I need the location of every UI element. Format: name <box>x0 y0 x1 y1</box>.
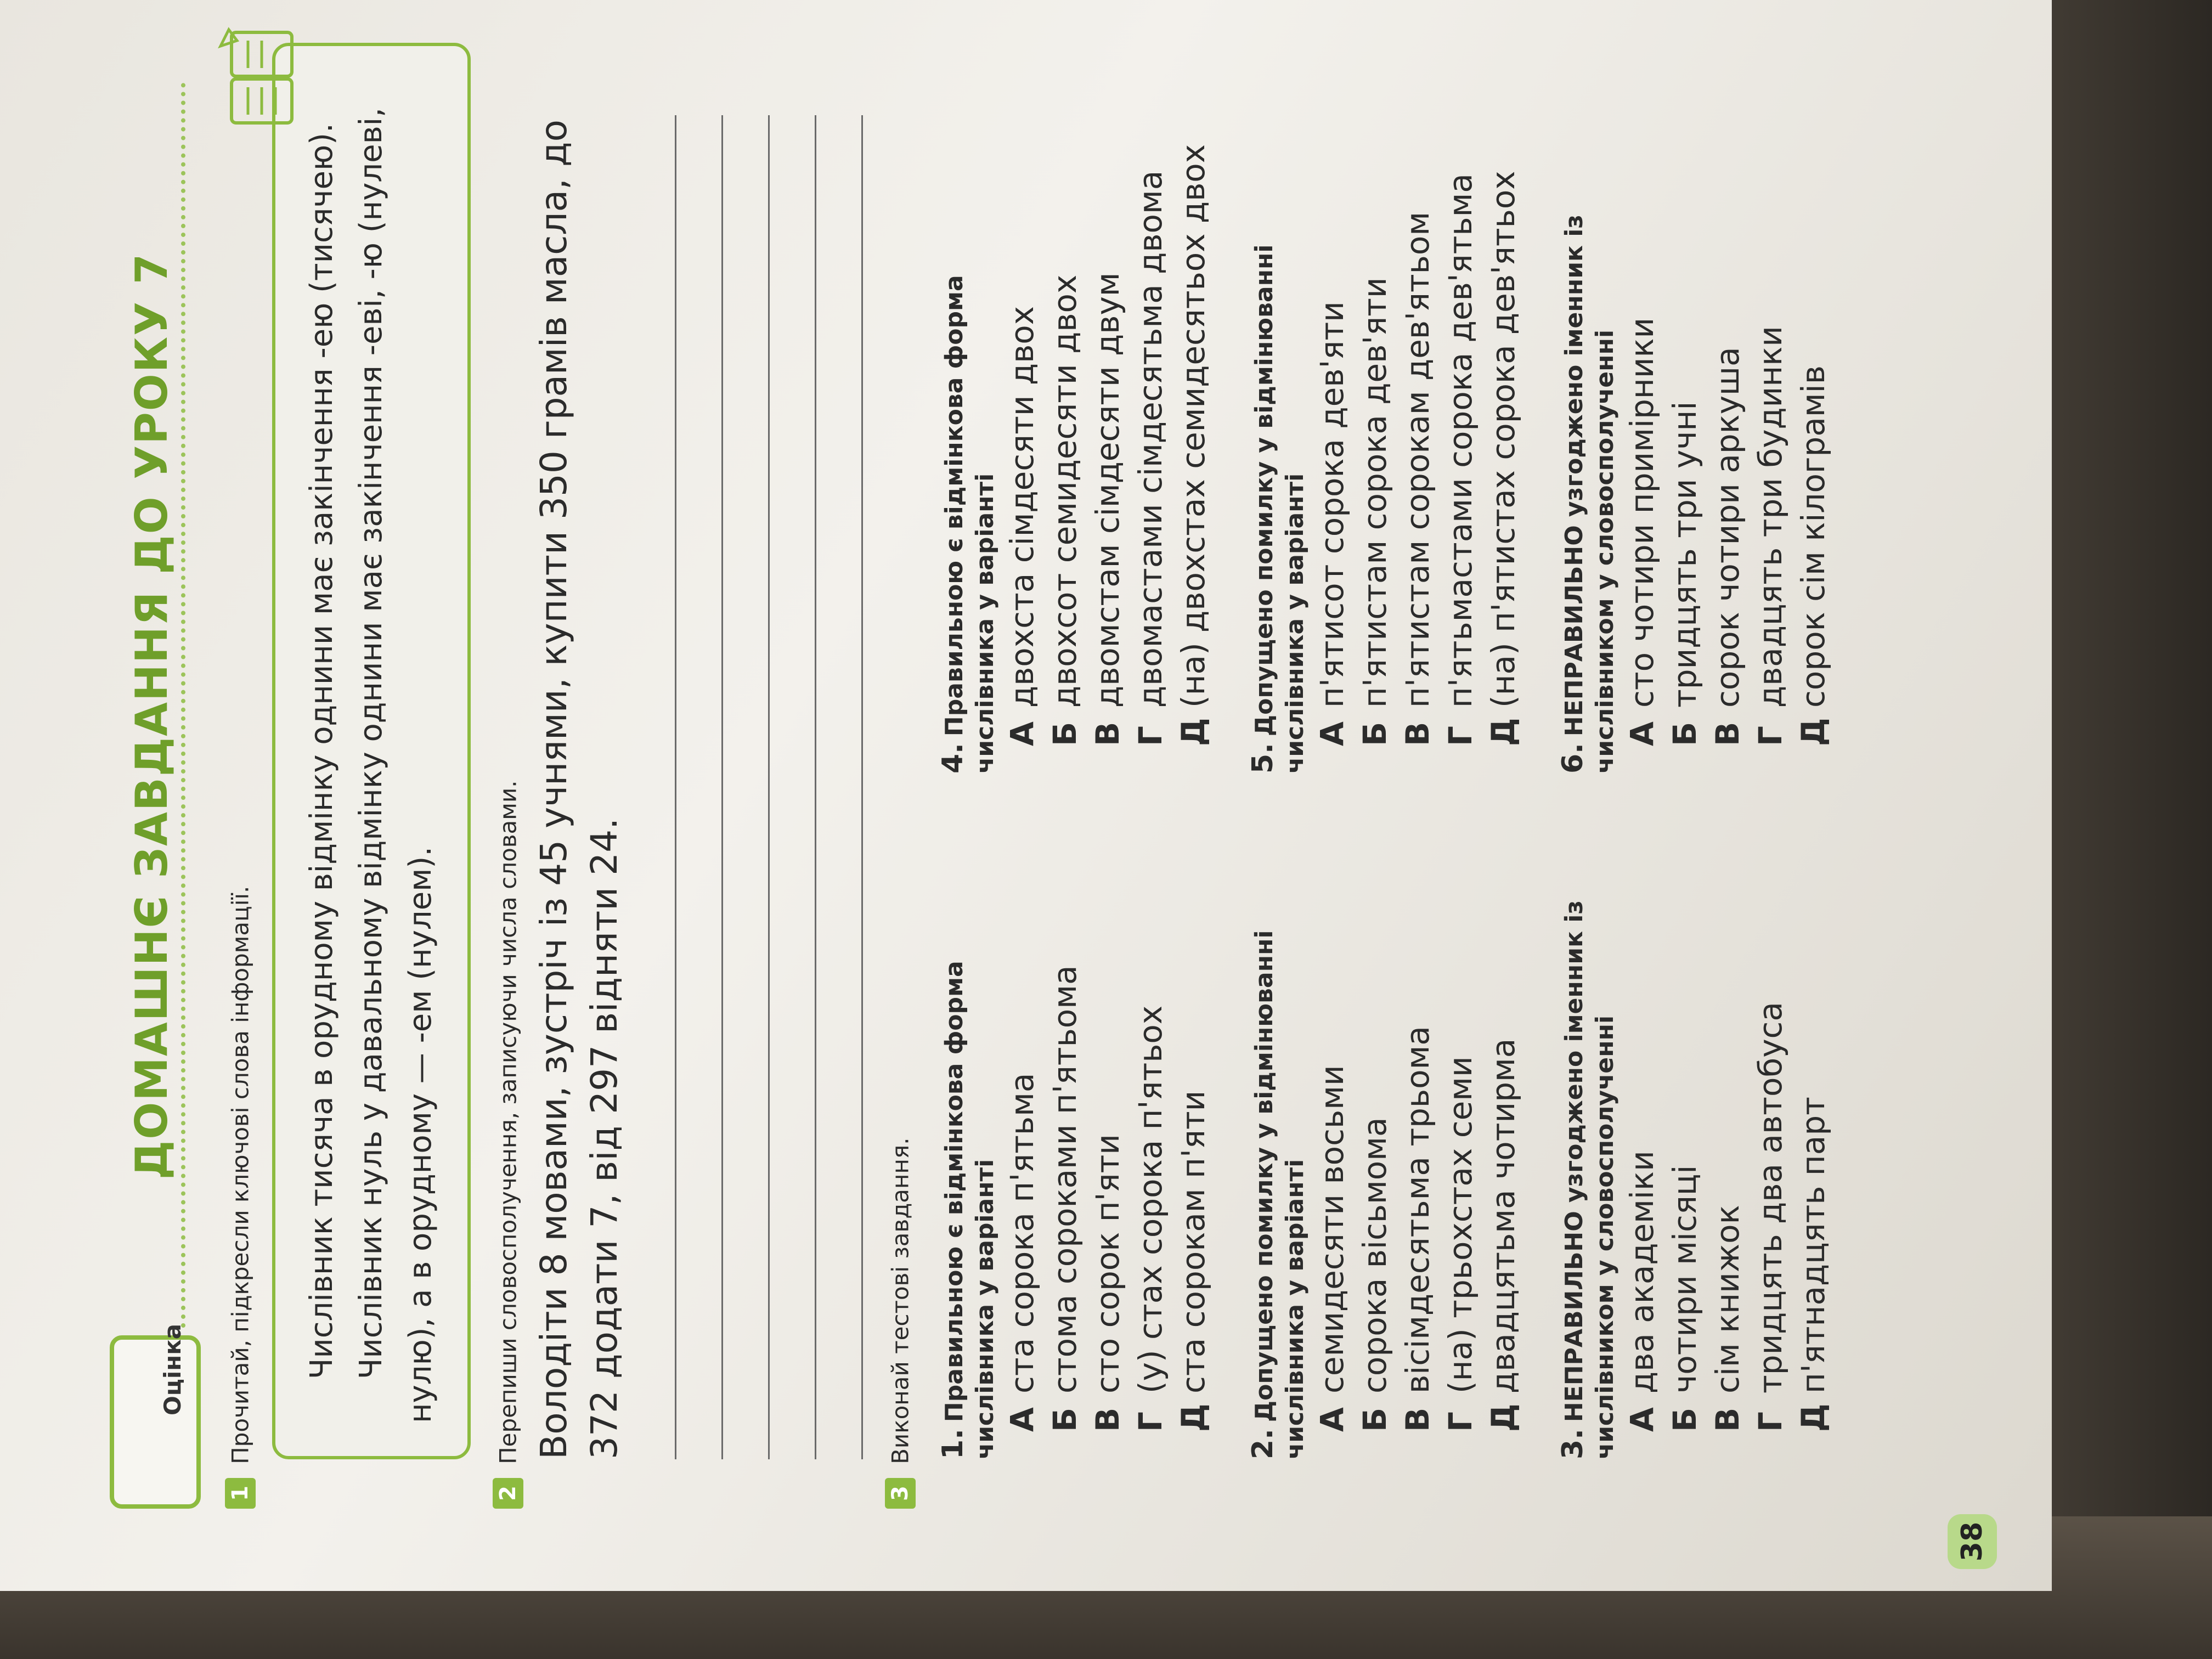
option-text: (на) трьохстах семи <box>1442 1056 1479 1393</box>
option-letter: Б <box>1046 721 1084 746</box>
answer-option[interactable] <box>1353 812 1396 1432</box>
option-text: двохсот семидесяти двох <box>1046 274 1084 708</box>
option-text: сім книжок <box>1709 1205 1746 1393</box>
option-text: стома сороками п'ятьома <box>1046 965 1084 1393</box>
option-text: двохста сімдесяти двох <box>1003 306 1041 708</box>
writing-line[interactable] <box>861 115 863 1459</box>
question-number: 3. <box>1556 1429 1589 1459</box>
answer-option[interactable] <box>1482 812 1525 1432</box>
option-letter: Г <box>1442 726 1479 746</box>
option-text: двомстам сімдесяти двум <box>1089 272 1126 708</box>
option-letter: А <box>1313 721 1351 746</box>
task-3 <box>885 82 1832 1509</box>
option-text: двомастами сімдесятьма двома <box>1132 170 1169 708</box>
option-letter: Д <box>1485 718 1522 746</box>
task-2 <box>493 82 863 1509</box>
questions-column-right <box>938 126 1867 774</box>
option-text: п'ятистам сорока дев'яти <box>1356 277 1393 708</box>
task-instruction: Перепиши словосполучення, записуючи числа словами. <box>494 780 522 1464</box>
test-question <box>1558 126 1835 774</box>
option-letter: Г <box>1752 1412 1789 1432</box>
option-text: сто чотири примірники <box>1623 317 1661 708</box>
option-letter: В <box>1399 1407 1436 1432</box>
question-number: 5. <box>1246 743 1279 774</box>
answer-option[interactable] <box>1396 126 1439 746</box>
task-text: Володіти 8 мовами, зустріч із 45 учнями, купити 350 грамів масла, до 372 додати 7, від 297 відняти 24. <box>533 119 625 1459</box>
answer-option[interactable] <box>1792 126 1835 746</box>
writing-line[interactable] <box>768 115 770 1459</box>
question-text <box>1558 812 1621 1459</box>
questions-column-left <box>938 812 1867 1459</box>
option-text: двадцятьма чотирма <box>1485 1038 1522 1393</box>
option-letter: Д <box>1795 1403 1832 1432</box>
option-text: (у) стах сорока п'ятьох <box>1132 1005 1169 1393</box>
option-text: тридцять два автобуса <box>1752 1002 1789 1393</box>
question-number: 4. <box>936 743 969 774</box>
option-letter: Д <box>1795 718 1832 746</box>
option-letter: Д <box>1175 718 1212 746</box>
option-letter: Б <box>1666 1407 1703 1432</box>
page-number: 38 <box>1948 1514 1997 1569</box>
option-text: (на) п'ятистах сорока дев'ятьох <box>1485 171 1522 708</box>
option-letter: В <box>1399 721 1436 746</box>
answer-option[interactable] <box>1706 126 1749 746</box>
test-question <box>1248 812 1525 1459</box>
answer-option[interactable] <box>1311 126 1353 746</box>
writing-line[interactable] <box>815 115 816 1459</box>
question-text <box>938 126 1001 774</box>
answer-option[interactable] <box>1172 126 1215 746</box>
answer-option[interactable] <box>1001 126 1043 746</box>
task-1 <box>225 82 471 1509</box>
option-text: п'ятьмастами сорока дев'ятьма <box>1442 173 1479 708</box>
answer-option[interactable] <box>1396 812 1439 1432</box>
test-question <box>1248 126 1525 774</box>
task-number: 2 <box>493 1478 523 1509</box>
option-text: п'ятнадцять парт <box>1795 1097 1832 1393</box>
option-text: сорока вісьмома <box>1356 1117 1393 1393</box>
question-number: 2. <box>1246 1429 1279 1459</box>
option-letter: Г <box>1752 726 1789 746</box>
open-book-icon <box>215 24 303 128</box>
test-question <box>938 812 1215 1459</box>
option-text: ста сорокам п'яти <box>1175 1090 1212 1393</box>
task-instruction: Виконай тестові завдання. <box>887 1137 914 1464</box>
answer-option[interactable] <box>1311 812 1353 1432</box>
title-divider <box>181 82 185 1328</box>
option-text: тридцять три учні <box>1666 401 1703 708</box>
question-prompt: Правильною є відмінкова форма числівника у варіанті <box>940 275 999 774</box>
answer-option[interactable] <box>1086 126 1129 746</box>
answer-option[interactable] <box>1129 812 1172 1432</box>
task-number: 1 <box>225 1478 256 1509</box>
option-text: п'ятисот сорока дев'яти <box>1313 301 1351 708</box>
option-text: вісімдесятьма трьома <box>1399 1026 1436 1393</box>
page-header <box>93 82 203 1509</box>
question-number: 6. <box>1556 743 1589 774</box>
option-letter: В <box>1089 1407 1126 1432</box>
option-text: семидесяти восьми <box>1313 1065 1351 1393</box>
question-text <box>1248 812 1311 1459</box>
question-prompt: Допущено помилку у відмінюванні числівника у варіанті <box>1250 244 1309 774</box>
option-letter: Г <box>1132 726 1169 746</box>
answer-option[interactable] <box>1482 126 1525 746</box>
test-questions <box>936 82 1832 1459</box>
option-letter: Б <box>1356 1407 1393 1432</box>
answer-option[interactable] <box>1439 126 1482 746</box>
option-text: сто сорок п'яти <box>1089 1134 1126 1393</box>
answer-option[interactable] <box>1621 812 1663 1432</box>
option-letter: В <box>1709 721 1746 746</box>
test-question <box>1558 812 1835 1459</box>
question-prompt: Допущено помилку у відмінюванні числівника у варіанті <box>1250 930 1309 1459</box>
option-text: чотири місяці <box>1666 1165 1703 1393</box>
answer-option[interactable] <box>1749 126 1792 746</box>
question-number: 1. <box>936 1429 969 1459</box>
option-letter: Д <box>1485 1403 1522 1432</box>
option-text: сорок чотири аркуша <box>1709 347 1746 708</box>
test-question <box>938 126 1215 774</box>
answer-option[interactable] <box>1439 812 1482 1432</box>
question-prompt: НЕПРАВИЛЬНО узгоджено іменник із числівником у словосполученні <box>1560 215 1619 774</box>
answer-option[interactable] <box>1001 812 1043 1432</box>
task-number: 3 <box>885 1478 916 1509</box>
option-letter: Б <box>1666 721 1703 746</box>
option-text: сорок сім кілограмів <box>1795 365 1832 708</box>
option-letter: Д <box>1175 1403 1212 1432</box>
writing-line[interactable] <box>721 115 723 1459</box>
task-instruction: Прочитай, підкресли ключові слова інформації. <box>227 885 254 1464</box>
grade-box <box>110 1335 201 1509</box>
answer-option[interactable] <box>1792 812 1835 1432</box>
answer-option[interactable] <box>1706 812 1749 1432</box>
option-letter: Г <box>1132 1412 1169 1432</box>
option-text: п'ятистам сорокам дев'ятьом <box>1399 211 1436 708</box>
answer-option[interactable] <box>1663 812 1706 1432</box>
option-text: ста сорока п'ятьма <box>1003 1073 1041 1393</box>
option-letter: А <box>1623 721 1661 746</box>
option-text: два академіки <box>1623 1150 1661 1393</box>
answer-option[interactable] <box>1129 126 1172 746</box>
answer-option[interactable] <box>1172 812 1215 1432</box>
info-paragraph-2: Числівник нуль у давальному відмінку однини має закінчення -еві, -ю (нулеві, нулю), а в орудному — -ем (нулем). <box>353 108 438 1423</box>
option-letter: А <box>1003 1407 1041 1432</box>
answer-option[interactable] <box>1749 812 1792 1432</box>
answer-option[interactable] <box>1043 812 1086 1432</box>
grade-label: Оцінка <box>159 1323 186 1415</box>
page-title: ДОМАШНЄ ЗАВДАННЯ ДО УРОКУ 7 <box>126 252 177 1180</box>
option-letter: А <box>1623 1407 1661 1432</box>
info-paragraph-1: Числівник тисяча в орудному відмінку однини має закінчення -ею (тисячею). <box>304 123 340 1379</box>
question-prompt: НЕПРАВИЛЬНО узгоджено іменник із числівником у словосполученні <box>1560 900 1619 1459</box>
option-letter: А <box>1313 1407 1351 1432</box>
option-text: двадцять три будинки <box>1752 326 1789 708</box>
answer-option[interactable] <box>1086 812 1129 1432</box>
option-letter: А <box>1003 721 1041 746</box>
answer-option[interactable] <box>1663 126 1706 746</box>
option-letter: Б <box>1046 1407 1084 1432</box>
question-text <box>1558 126 1621 774</box>
answer-option[interactable] <box>1621 126 1663 746</box>
info-box <box>272 43 471 1459</box>
option-letter: Б <box>1356 721 1393 746</box>
question-text <box>938 812 1001 1459</box>
option-text: (на) двохстах семидесятьох двох <box>1175 144 1212 708</box>
question-text <box>1248 126 1311 774</box>
writing-line[interactable] <box>675 115 676 1459</box>
answer-option[interactable] <box>1043 126 1086 746</box>
option-letter: В <box>1709 1407 1746 1432</box>
option-letter: В <box>1089 721 1126 746</box>
answer-option[interactable] <box>1353 126 1396 746</box>
option-letter: Г <box>1442 1412 1479 1432</box>
question-prompt: Правильною є відмінкова форма числівника у варіанті <box>940 961 999 1459</box>
